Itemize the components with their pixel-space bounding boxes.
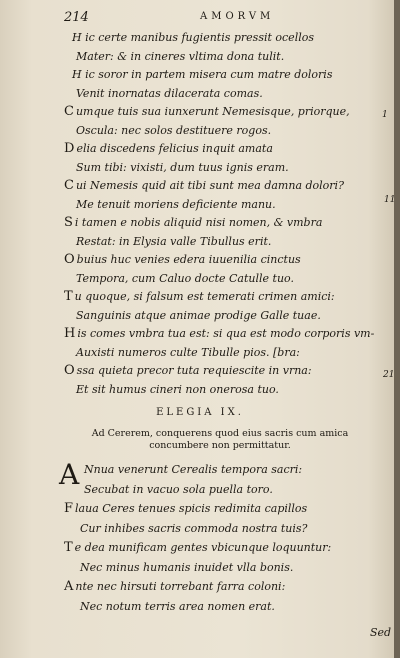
verse-text: ssa quieta precor tuta requiescite in vrna: [76, 364, 312, 377]
verse-line [80, 599, 275, 614]
verse-text: H ic soror in partem misera cum matre doloris [72, 68, 333, 81]
page-edge [394, 0, 400, 658]
verse-initial: C [64, 178, 74, 193]
verse-initial: O [64, 363, 75, 378]
verse-line [64, 540, 331, 555]
page-number: 214 [64, 10, 89, 25]
verse-line [64, 141, 273, 156]
verse-line [76, 382, 279, 397]
running-head [64, 10, 364, 26]
verse-line [76, 197, 276, 212]
verse-text: buius huc venies edera iuuenilia cinctus [76, 253, 301, 266]
verse-line [76, 49, 284, 64]
margin-number: 1 [382, 110, 388, 120]
verse-initial: H [64, 326, 76, 341]
verse-text: Auxisti numeros culte Tibulle pios. [bra: [76, 345, 300, 359]
verse-text: e dea munificam gentes vbicunque loquuntur: [74, 541, 332, 554]
verse-text: elia discedens felicius inquit amata [76, 142, 273, 155]
drop-cap: A [59, 458, 80, 491]
verse-text: Sum tibi: vixisti, dum tuus ignis eram. [76, 160, 289, 174]
verse-line [80, 560, 293, 575]
verse-text: laua Ceres tenues spicis redimita capillos [75, 502, 308, 515]
verse-text: Nec notum terris area nomen erat. [80, 599, 275, 613]
verse-text: Nnua venerunt Cerealis tempora sacri: [84, 463, 303, 476]
verse-text: u quoque, si falsum est temerati crimen amici: [74, 290, 335, 303]
verse-line [80, 521, 307, 536]
catchword: Sed [370, 626, 392, 639]
verse-text: Secubat in vacuo sola puella toro. [84, 482, 273, 496]
verse-text: Venit inornatas dilacerata comas. [76, 86, 263, 100]
verse-line [76, 308, 321, 323]
verse-line [64, 104, 350, 119]
verse-text: umque tuis sua iunxerunt Nemesisque, priorque, [75, 105, 350, 118]
verse-line [64, 289, 335, 304]
verse-line [84, 482, 273, 497]
verse-line [72, 67, 332, 82]
verse-text: Mater: & in cineres vltima dona tulit. [76, 49, 285, 63]
verse-line [76, 271, 294, 286]
verse-line [76, 160, 289, 175]
verse-text: H ic certe manibus fugientis pressit ocellos [72, 31, 314, 44]
verse-line [64, 215, 322, 230]
elegy-heading: ELEGIA IX. [156, 407, 244, 418]
argument-line: Ad Cererem, conquerens quod eius sacris cum amica [91, 428, 349, 439]
verse-text: ui Nemesis quid ait tibi sunt mea damna dolori? [75, 179, 344, 192]
verse-line [76, 123, 271, 138]
verse-line [84, 462, 302, 477]
verse-text: is comes vmbra tua est: si qua est modo corporis vm- [77, 327, 375, 340]
margin-number: 11 [384, 195, 396, 205]
verse-text: Nec minus humanis inuidet vlla bonis. [80, 560, 294, 574]
verse-initial: S [64, 215, 73, 230]
verse-line [64, 501, 307, 516]
verse-initial: A [64, 579, 74, 594]
verse-text: Me tenuit moriens deficiente manu. [76, 197, 276, 211]
verse-line [64, 363, 312, 378]
verse-text: Cur inhibes sacris commoda nostra tuis? [80, 521, 308, 535]
verse-line [64, 326, 374, 341]
verse-line [76, 234, 271, 249]
verse-initial: T [64, 540, 73, 555]
verse-line [76, 86, 263, 101]
verse-initial: D [64, 141, 75, 156]
verse-line [64, 579, 285, 594]
verse-initial: F [64, 501, 74, 516]
argument-line: concumbere non permittatur. [149, 440, 291, 451]
margin-number: 21 [383, 370, 395, 380]
verse-line [76, 345, 300, 360]
verse-initial: C [64, 104, 74, 119]
verse-text: i tamen e nobis aliquid nisi nomen, & vmbra [74, 216, 323, 229]
verse-line [64, 252, 301, 267]
verse-text: Sanguinis atque animae prodige Galle tuae. [76, 308, 321, 322]
verse-text: Et sit humus cineri non onerosa tuo. [76, 382, 279, 396]
verse-initial: O [64, 252, 75, 267]
verse-line [72, 30, 314, 45]
verse-text: nte nec hirsuti torrebant farra coloni: [75, 580, 286, 593]
verse-initial: T [64, 289, 73, 304]
verse-text: Restat: in Elysia valle Tibullus erit. [76, 234, 272, 248]
verse-text: Oscula: nec solos destituere rogos. [76, 123, 272, 137]
verse-text: Tempora, cum Caluo docte Catulle tuo. [76, 271, 294, 285]
verse-line [64, 178, 344, 193]
running-title: AMORVM [200, 11, 275, 22]
